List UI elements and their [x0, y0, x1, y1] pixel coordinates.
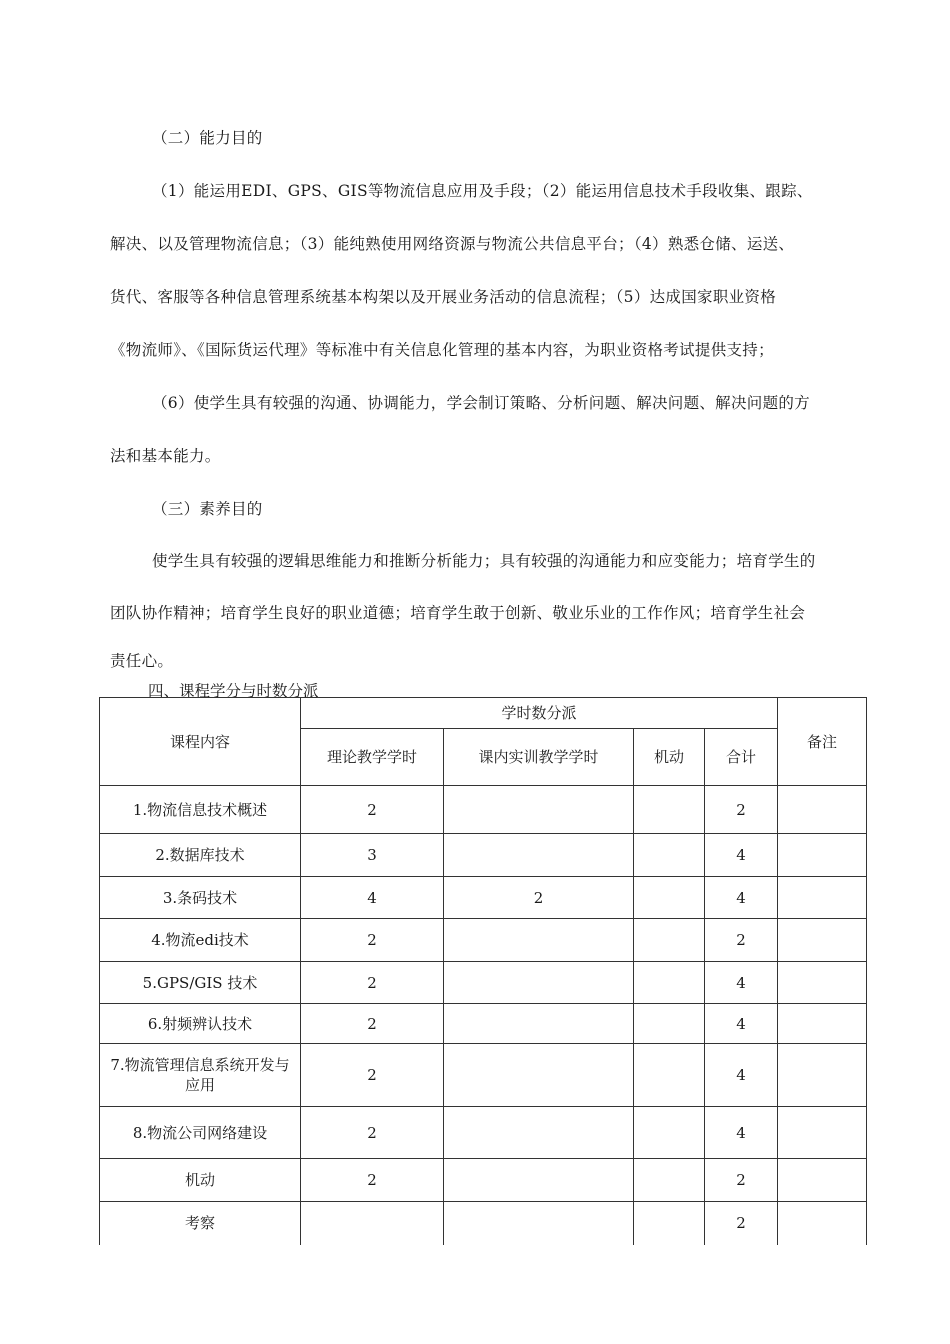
cell-theory: 3 — [301, 834, 444, 877]
cell-total: 2 — [705, 919, 778, 962]
cell-practice — [444, 786, 634, 834]
cell-total: 2 — [705, 786, 778, 834]
ability-line-4: 《物流师》、《国际货运代理》等标准中有关信息化管理的基本内容，为职业资格考试提供支持； — [110, 341, 774, 359]
cell-practice — [444, 1159, 634, 1202]
cell-flex — [634, 786, 705, 834]
ability-line-5: （6）使学生具有较强的沟通、协调能力，学会制订策略、分析问题、解决问题、解决问题的方 — [152, 394, 810, 412]
cell-content: 2.数据库技术 — [100, 834, 301, 877]
cell-content: 1.物流信息技术概述 — [100, 786, 301, 834]
table-row — [100, 962, 867, 1004]
cell-flex — [634, 962, 705, 1004]
cell-theory: 2 — [301, 962, 444, 1004]
cell-remark — [778, 919, 867, 962]
cell-practice: 2 — [444, 877, 634, 919]
table-row — [100, 1107, 867, 1159]
cell-practice — [444, 1044, 634, 1107]
table-title: 四、课程学分与时数分派 — [148, 682, 319, 700]
header-remark: 备注 — [778, 698, 867, 786]
cell-total: 4 — [705, 962, 778, 1004]
cell-theory: 4 — [301, 877, 444, 919]
cell-theory: 2 — [301, 1044, 444, 1107]
cell-content: 3.条码技术 — [100, 877, 301, 919]
quality-line-2: 团队协作精神；培育学生良好的职业道德；培育学生敢于创新、敬业乐业的工作作风；培育学生社会 — [110, 604, 806, 622]
cell-theory — [301, 1202, 444, 1245]
cell-remark — [778, 877, 867, 919]
hours-table — [99, 697, 867, 1245]
cell-practice — [444, 834, 634, 877]
cell-remark — [778, 786, 867, 834]
cell-total: 4 — [705, 1107, 778, 1159]
cell-flex — [634, 877, 705, 919]
table-row — [100, 919, 867, 962]
table-row — [100, 1159, 867, 1202]
cell-content: 7.物流管理信息系统开发与应用 — [100, 1044, 301, 1107]
cell-flex — [634, 834, 705, 877]
cell-total: 4 — [705, 877, 778, 919]
table-header-row — [100, 698, 867, 729]
cell-flex — [634, 1044, 705, 1107]
cell-total: 4 — [705, 1004, 778, 1044]
cell-theory: 2 — [301, 919, 444, 962]
cell-total: 2 — [705, 1159, 778, 1202]
header-flex: 机动 — [634, 729, 705, 786]
cell-total: 4 — [705, 1044, 778, 1107]
header-practice: 课内实训教学学时 — [444, 729, 634, 786]
cell-practice — [444, 1202, 634, 1245]
cell-practice — [444, 1107, 634, 1159]
cell-theory: 2 — [301, 786, 444, 834]
ability-line-2: 解决、以及管理物流信息；（3）能纯熟使用网络资源与物流公共信息平台；（4）熟悉仓储、运送、 — [110, 235, 795, 253]
ability-line-3: 货代、客服等各种信息管理系统基本构架以及开展业务活动的信息流程；（5）达成国家职业资格 — [110, 288, 777, 306]
quality-line-1: 使学生具有较强的逻辑思维能力和推断分析能力；具有较强的沟通能力和应变能力；培育学生的 — [152, 552, 816, 570]
cell-content: 8.物流公司网络建设 — [100, 1107, 301, 1159]
cell-content: 5.GPS/GIS 技术 — [100, 962, 301, 1004]
cell-remark — [778, 1159, 867, 1202]
cell-content: 6.射频辨认技术 — [100, 1004, 301, 1044]
table-row — [100, 877, 867, 919]
ability-heading: （二）能力目的 — [152, 129, 263, 147]
cell-total: 4 — [705, 834, 778, 877]
quality-line-3: 责任心。 — [110, 652, 174, 670]
cell-remark — [778, 1107, 867, 1159]
cell-flex — [634, 1004, 705, 1044]
cell-remark — [778, 1044, 867, 1107]
cell-practice — [444, 1004, 634, 1044]
cell-remark — [778, 1202, 867, 1245]
cell-remark — [778, 834, 867, 877]
table-row — [100, 1004, 867, 1044]
table-row — [100, 1044, 867, 1107]
table-row — [100, 1202, 867, 1245]
cell-flex — [634, 1107, 705, 1159]
cell-remark — [778, 1004, 867, 1044]
cell-remark — [778, 962, 867, 1004]
quality-heading: （三）素养目的 — [152, 500, 263, 518]
ability-line-6: 法和基本能力。 — [110, 447, 221, 465]
cell-content: 考察 — [100, 1202, 301, 1245]
table-row — [100, 834, 867, 877]
cell-flex — [634, 1159, 705, 1202]
header-total: 合计 — [705, 729, 778, 786]
cell-practice — [444, 962, 634, 1004]
cell-theory: 2 — [301, 1107, 444, 1159]
table-row — [100, 786, 867, 834]
cell-theory: 2 — [301, 1159, 444, 1202]
header-theory: 理论教学学时 — [301, 729, 444, 786]
cell-total: 2 — [705, 1202, 778, 1245]
header-content: 课程内容 — [100, 698, 301, 786]
cell-content: 4.物流edi技术 — [100, 919, 301, 962]
cell-practice — [444, 919, 634, 962]
ability-line-1: （1）能运用EDI、GPS、GIS等物流信息应用及手段；（2）能运用信息技术手段收集、跟踪、 — [152, 182, 813, 200]
header-group: 学时数分派 — [301, 698, 778, 729]
cell-content: 机动 — [100, 1159, 301, 1202]
cell-flex — [634, 1202, 705, 1245]
cell-flex — [634, 919, 705, 962]
cell-theory: 2 — [301, 1004, 444, 1044]
